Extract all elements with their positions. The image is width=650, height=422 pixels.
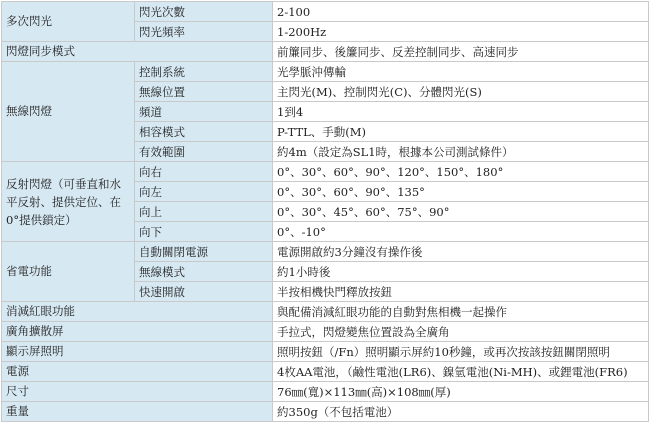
table-row: [2, 362, 649, 382]
spec-value: 0°、30°、60°、90°、120°、150°、180°: [273, 162, 649, 182]
spec-value: 1-200Hz: [273, 22, 649, 42]
spec-value: 4枚AA電池，（鹼性電池(LR6)、鎳氫電池(Ni-MH)、或鋰電池(FR6): [273, 362, 649, 382]
spec-value: 0°、30°、45°、60°、75°、90°: [273, 202, 649, 222]
sub-label: 快速開啟: [135, 282, 273, 302]
sub-label: 控制系統: [135, 62, 273, 82]
sub-label: 自動關閉電源: [135, 242, 273, 262]
spec-value: 約350g（不包括電池）: [273, 402, 649, 422]
table-row: [2, 42, 649, 62]
category-multi-flash: 多次閃光: [2, 2, 135, 42]
spec-value: 電源開啟約3分鐘沒有操作後: [273, 242, 649, 262]
spec-value: 半按相機快門釋放按鈕: [273, 282, 649, 302]
category-wireless: 無線閃燈: [2, 62, 135, 162]
spec-value: 76㎜(寬)×113㎜(高)×108㎜(厚): [273, 382, 649, 402]
spec-value: 0°、-10°: [273, 222, 649, 242]
spec-value: 約1小時後: [273, 262, 649, 282]
spec-value: 與配備消減紅眼功能的自動對焦相機一起操作: [273, 302, 649, 322]
category-flash-sync: 閃燈同步模式: [2, 42, 273, 62]
spec-table: [1, 1, 649, 422]
spec-value: P-TTL、手動(M): [273, 122, 649, 142]
category-display-light: 顯示屏照明: [2, 342, 273, 362]
category-bounce: 反射閃燈（可垂直和水平反射、提供定位、在0°提供鎖定）: [2, 162, 135, 242]
table-row: [2, 302, 649, 322]
category-power-saving: 省電功能: [2, 242, 135, 302]
sub-label: 相容模式: [135, 122, 273, 142]
sub-label: 向右: [135, 162, 273, 182]
table-row: [2, 342, 649, 362]
spec-value: 2-100: [273, 2, 649, 22]
spec-value: 光學脈沖傳輸: [273, 62, 649, 82]
sub-label: 向上: [135, 202, 273, 222]
sub-label: 閃光次數: [135, 2, 273, 22]
sub-label: 有效範圍: [135, 142, 273, 162]
spec-value: 照明按鈕（/Fn）照明顯示屏約10秒鐘，或再次按該按鈕關閉照明: [273, 342, 649, 362]
spec-value: 約4m（設定為SL1時，根據本公司測試條件）: [273, 142, 649, 162]
category-weight: 重量: [2, 402, 273, 422]
table-row: [2, 382, 649, 402]
sub-label: 無線位置: [135, 82, 273, 102]
sub-label: 頻道: [135, 102, 273, 122]
category-red-eye: 消減紅眼功能: [2, 302, 273, 322]
sub-label: 閃光頻率: [135, 22, 273, 42]
category-power: 電源: [2, 362, 273, 382]
spec-value: 0°、30°、60°、90°、135°: [273, 182, 649, 202]
sub-label: 向下: [135, 222, 273, 242]
spec-value: 手拉式，閃燈變焦位置設為全廣角: [273, 322, 649, 342]
table-row: [2, 2, 649, 22]
table-row: [2, 62, 649, 82]
sub-label: 無線模式: [135, 262, 273, 282]
category-wide-panel: 廣角擴散屏: [2, 322, 273, 342]
table-row: [2, 402, 649, 422]
category-size: 尺寸: [2, 382, 273, 402]
spec-value: 主閃光(M)、控制閃光(C)、分體閃光(S): [273, 82, 649, 102]
table-row: [2, 162, 649, 182]
table-row: [2, 322, 649, 342]
sub-label: 向左: [135, 182, 273, 202]
spec-value: 前簾同步、後簾同步、反差控制同步、高速同步: [273, 42, 649, 62]
spec-value: 1到4: [273, 102, 649, 122]
table-row: [2, 242, 649, 262]
